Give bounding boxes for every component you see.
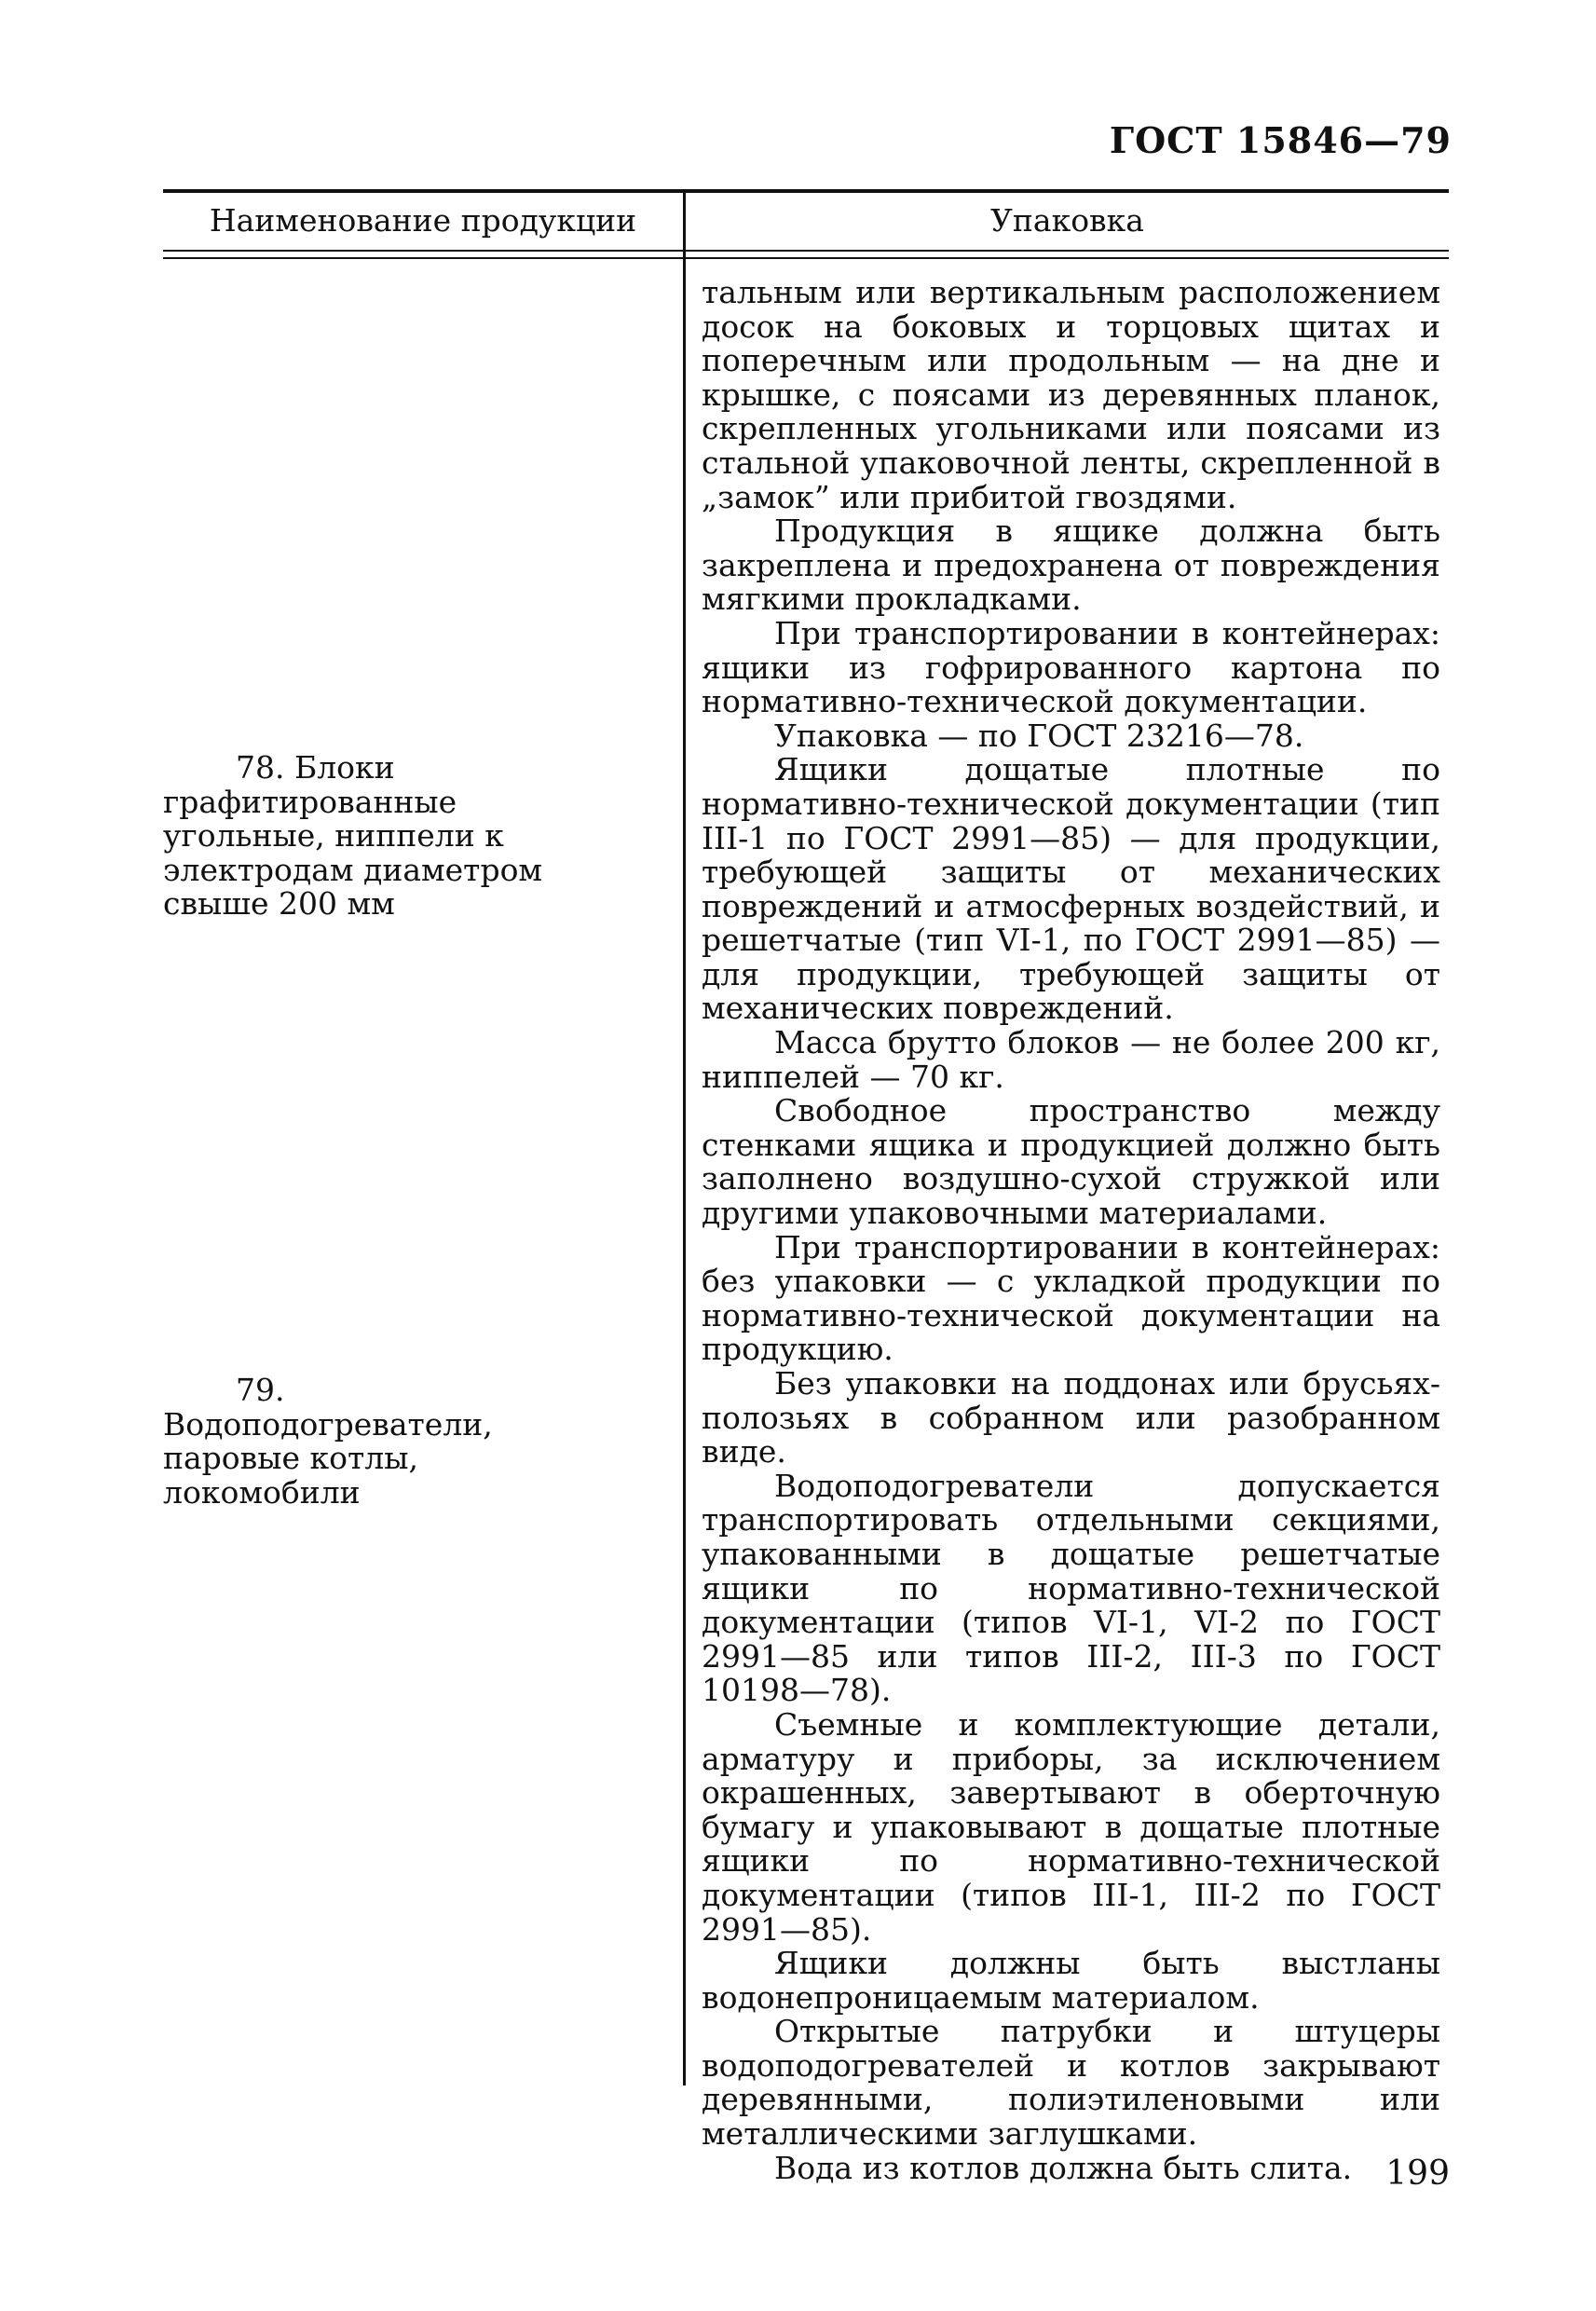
product-label: 78. Блоки графитированные угольные, ниппели к электродам диаметром свыше 200 мм: [163, 749, 543, 923]
packing-paragraph: Водоподогреватели допускается транспортировать отдельными секциями, упакованными в дощатые решетчатые ящики по нормативно-технической документации (типов VI-1, VI-2 по ГОСТ 2991—85 или типов III-2, III-3 по ГОСТ 10198—78).: [702, 1467, 1440, 1709]
page-number: 199: [1385, 2154, 1450, 2193]
document-code: ГОСТ 15846—79: [1109, 119, 1452, 161]
packing-paragraph: Свободное пространство между стенками ящика и продукцией должно быть заполнено воздушно-сухой стружкой или другими упаковочными материалами.: [702, 1092, 1440, 1232]
packing-paragraph: Продукция в ящике должна быть закреплена и предохранена от повреждения мягкими прокладками.: [702, 513, 1440, 618]
packing-paragraph: Вода из котлов должна быть слита.: [774, 2149, 1353, 2186]
product-label: 79. Водоподогреватели, паровые котлы, локомобили: [163, 1372, 493, 1511]
column-header-product: Наименование продукции: [209, 202, 637, 239]
packing-paragraph: При транспортировании в контейнерах: ящики из гофрированного картона по нормативно-технической документации.: [702, 614, 1440, 720]
column-divider: [683, 189, 686, 2085]
column-header-packing: Упаковка: [990, 202, 1144, 239]
packing-paragraph: При транспортировании в контейнерах: без упаковки — с укладкой продукции по нормативно-технической документации на продукцию.: [702, 1228, 1440, 1368]
packing-paragraph: Ящики дощатые плотные по нормативно-технической документации (тип III-1 по ГОСТ 2991—85) — для продукции, требующей защиты от механических повреждений и атмосферных воздействий, и решетчатые (тип VI-1, по ГОСТ 2991—85) — для продукции, требующей защиты от механических повреждений.: [702, 751, 1440, 1027]
packing-column: [702, 276, 1440, 2185]
table-top-rule: [163, 189, 1449, 193]
packing-paragraph: Упаковка — по ГОСТ 23216—78.: [774, 717, 1304, 754]
product-item-78: [163, 751, 610, 922]
table-header-rule: [163, 250, 1449, 252]
product-item-79: [163, 1374, 610, 1510]
packing-paragraph: Съемные и комплектующие детали, арматуру и приборы, за исключением окрашенных, завертывают в оберточную бумагу и упаковывают в дощатые плотные ящики по нормативно-технической документации (типов III-1, III-2 по ГОСТ 2991—85).: [702, 1705, 1440, 1948]
packing-paragraph: тальным или вертикальным расположением досок на боковых и торцовых щитах и поперечным или продольным — на дне и крышке, с поясами из деревянных планок, скрепленных угольниками или поясами из стальной упаковочной ленты, скрепленной в „замок” или прибитой гвоздями.: [702, 274, 1440, 515]
table-header-rule-double: [163, 257, 1449, 259]
packing-paragraph: Ящики должны быть выстланы водонепроницаемым материалом.: [702, 1945, 1440, 2016]
packing-paragraph: Без упаковки на поддонах или брусьях-полозьях в собранном или разобранном виде.: [702, 1365, 1440, 1470]
packing-paragraph: Масса брутто блоков — не более 200 кг, ниппелей — 70 кг.: [702, 1024, 1440, 1095]
packing-paragraph: Открытые патрубки и штуцеры водоподогревателей и котлов закрывают деревянными, полиэтиленовыми или металлическими заглушками.: [702, 2013, 1440, 2153]
